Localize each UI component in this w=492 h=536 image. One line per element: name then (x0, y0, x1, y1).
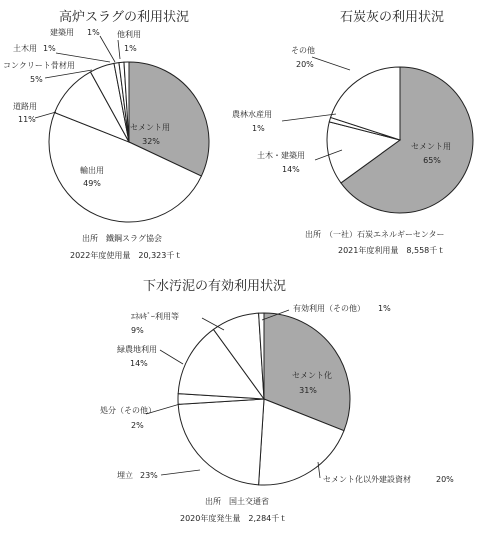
slice-pct-concrete: 5% (30, 75, 43, 84)
slice-label-road: 道路用 (13, 102, 37, 111)
leader-line (118, 40, 120, 59)
pie-slices (327, 67, 473, 213)
slice-label-green-agri: 緑農地利用 (117, 345, 157, 354)
slice-label-landfill: 埋立 (117, 471, 133, 480)
slice-label-civil: 土木用 (13, 44, 37, 53)
source-note: 出所 鐵鋼スラグ協会 (82, 234, 162, 243)
slice-label-agri: 農林水産用 (232, 110, 272, 119)
slice-pct-landfill: 23% (140, 471, 158, 480)
chart-sewage-sludge (100, 278, 454, 523)
slice-label-energy: ｴﾈﾙｷﾞｰ利用等 (131, 312, 179, 321)
leader-line (160, 350, 183, 364)
leader-line (161, 470, 200, 475)
slice-pct-cementation: 31% (299, 386, 317, 395)
slice-label-disposal: 処分（その他） (100, 406, 156, 415)
source-note: 出所 国土交通省 (205, 497, 269, 506)
slice-pct-green-agri: 14% (130, 359, 148, 368)
slice-pct-other: 20% (296, 60, 314, 69)
slice-pct-export: 49% (83, 179, 101, 188)
slice-pct-road: 11% (18, 115, 36, 124)
slice-label-other: 他利用 (117, 30, 141, 39)
slice-pct-disposal: 2% (131, 421, 144, 430)
slice-label-cementation: セメント化 (292, 371, 332, 380)
slice-label-concrete: コンクリート骨材用 (3, 61, 75, 70)
slice-label-other: その他 (291, 46, 315, 55)
chart-title: 下水汚泥の有効利用状況 (143, 279, 287, 294)
slice-pct-construction: 20% (436, 475, 454, 484)
slice-pct-building: 1% (87, 28, 100, 37)
chart-title: 高炉スラグの利用状況 (59, 10, 190, 25)
chart-blast-furnace-slag (3, 9, 209, 260)
slice-pct-civil: 1% (43, 44, 56, 53)
volume-note: 2022年度使用量 20,323千ｔ (70, 251, 183, 260)
leader-line (100, 36, 115, 62)
slice-pct-cement: 65% (423, 156, 441, 165)
slice-label-export: 輸出用 (80, 166, 104, 175)
slice-pct-cement: 32% (142, 137, 160, 146)
slice-pct-civil-building: 14% (282, 165, 300, 174)
slice-label-building: 建築用 (50, 28, 74, 37)
slice-pct-effective-other: 1% (378, 304, 391, 313)
slice-pct-other: 1% (124, 44, 137, 53)
slice-label-effective-other: 有効利用（その他） (293, 304, 365, 313)
slice-pct-energy: 9% (131, 326, 144, 335)
leader-line (312, 57, 350, 70)
chart-coal-ash (232, 9, 473, 255)
slice-label-cement: セメント用 (411, 142, 451, 151)
slice-pct-agri: 1% (252, 124, 265, 133)
leader-line (202, 318, 224, 330)
source-note: 出所 （一社）石炭エネルギーセンター (305, 230, 445, 239)
pie-slice (178, 399, 264, 485)
slice-label-civil-building: 土木・建築用 (257, 151, 305, 160)
volume-note: 2021年度利用量 8,558千ｔ (338, 246, 446, 255)
slice-label-cement: セメント用 (130, 123, 170, 132)
chart-title: 石炭灰の利用状況 (340, 10, 445, 25)
slice-label-construction: セメント化以外建設資材 (323, 475, 411, 484)
pie-slices (49, 62, 209, 222)
leader-line (282, 114, 336, 121)
pie-slices (178, 313, 350, 485)
volume-note: 2020年度発生量 2,284千ｔ (180, 514, 288, 523)
